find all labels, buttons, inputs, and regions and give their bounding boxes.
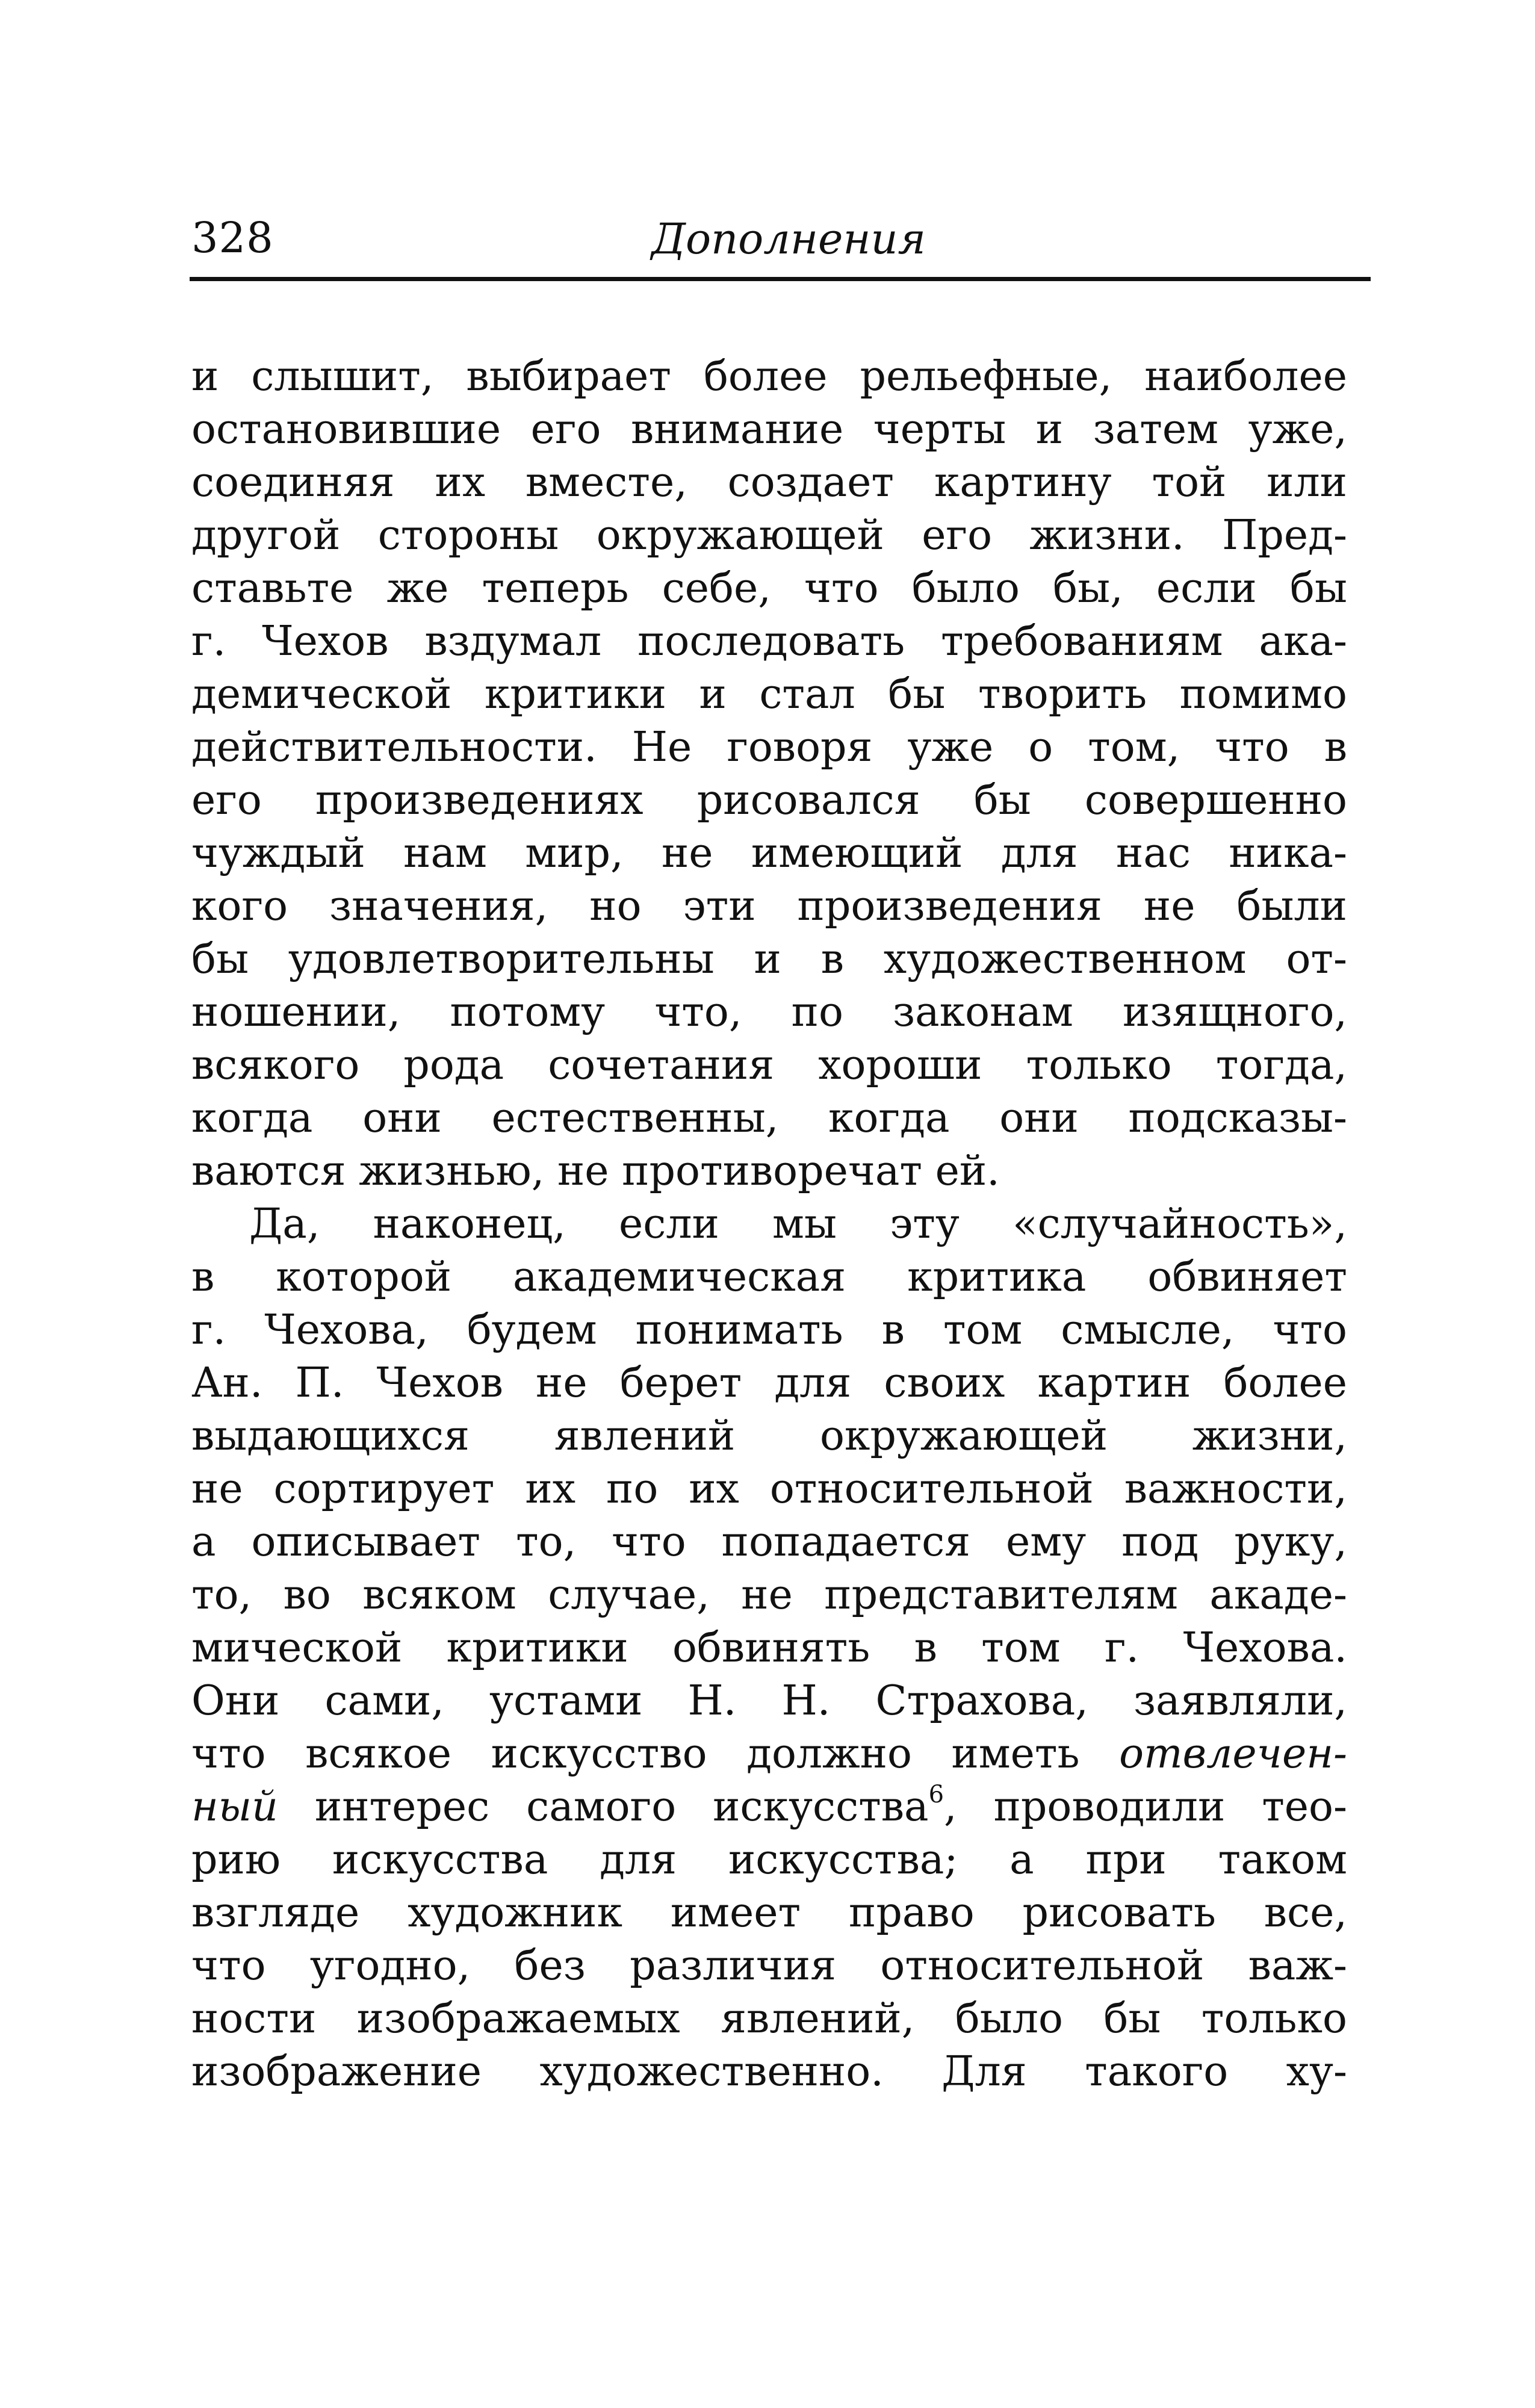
text-line: когда они естественны, когда они подсказы- <box>191 1094 1347 1142</box>
text-line: взгляде художник имеет право рисовать все, <box>191 1889 1347 1937</box>
text-line: ности изображаемых явлений, было бы только <box>191 1995 1347 2043</box>
text-line: не сортирует их по их относительной важности, <box>191 1465 1347 1513</box>
paragraph-1 <box>191 350 1347 1198</box>
text-line: ставьте же теперь себе, что было бы, если бы <box>191 565 1347 612</box>
text-line: демической критики и стал бы творить помимо <box>191 671 1347 718</box>
text-line: Ан. П. Чехов не берет для своих картин более <box>191 1359 1347 1407</box>
italic-text: отвлечен- <box>1119 1730 1347 1778</box>
text-line <box>191 1781 1347 1834</box>
text-line: г. Чехова, будем понимать в том смысле, что <box>191 1306 1347 1354</box>
text-line: остановившие его внимание черты и затем уже, <box>191 406 1347 453</box>
text-run: , проводили тео- <box>944 1783 1347 1831</box>
text-line: кого значения, но эти произведения не были <box>191 883 1347 930</box>
text-line: ношении, потому что, по законам изящного, <box>191 988 1347 1036</box>
text-line: соединяя их вместе, создает картину той или <box>191 459 1347 506</box>
text-line: в которой академическая критика обвиняет <box>191 1253 1347 1301</box>
text-line: всякого рода сочетания хороши только тогда, <box>191 1041 1347 1089</box>
text-line: рию искусства для искусства; а при таком <box>191 1836 1347 1884</box>
text-run: что всякое искусство должно иметь <box>191 1730 1080 1778</box>
paragraph-2 <box>191 1198 1347 2099</box>
text-line <box>191 1728 1347 1781</box>
text-line: изображение художественно. Для такого ху- <box>191 2048 1347 2096</box>
footnote-reference: 6 <box>928 1781 944 1808</box>
text-run: интерес самого искусства <box>314 1783 929 1831</box>
header-rule <box>190 277 1371 281</box>
text-line: мической критики обвинять в том г. Чехова. <box>191 1624 1347 1672</box>
text-line: а описывает то, что попадается ему под руку, <box>191 1518 1347 1566</box>
text-line: Они сами, устами Н. Н. Страхова, заявляли, <box>191 1677 1347 1725</box>
text-line: его произведениях рисовался бы совершенно <box>191 777 1347 824</box>
page-number: 328 <box>191 213 274 262</box>
text-line: Да, наконец, если мы эту «случайность», <box>249 1200 1347 1248</box>
text-line: г. Чехов вздумал последовать требованиям ака- <box>191 618 1347 665</box>
text-line: то, во всяком случае, не представителям акаде- <box>191 1571 1347 1619</box>
italic-text: ный <box>191 1783 278 1831</box>
text-line: чуждый нам мир, не имеющий для нас ника- <box>191 830 1347 877</box>
text-line: ваются жизнью, не противоречат ей. <box>191 1147 1000 1195</box>
text-line: что угодно, без различия относительной важ- <box>191 1942 1347 1990</box>
body-text <box>191 350 1347 2099</box>
text-line: и слышит, выбирает более рельефные, наиболее <box>191 353 1347 400</box>
running-title: Дополнения <box>651 214 926 264</box>
text-line: бы удовлетворительны и в художественном от- <box>191 936 1347 983</box>
text-line: действительности. Не говоря уже о том, что в <box>191 724 1347 771</box>
text-line: выдающихся явлений окружающей жизни, <box>191 1412 1347 1460</box>
text-line: другой стороны окружающей его жизни. Пред- <box>191 512 1347 559</box>
